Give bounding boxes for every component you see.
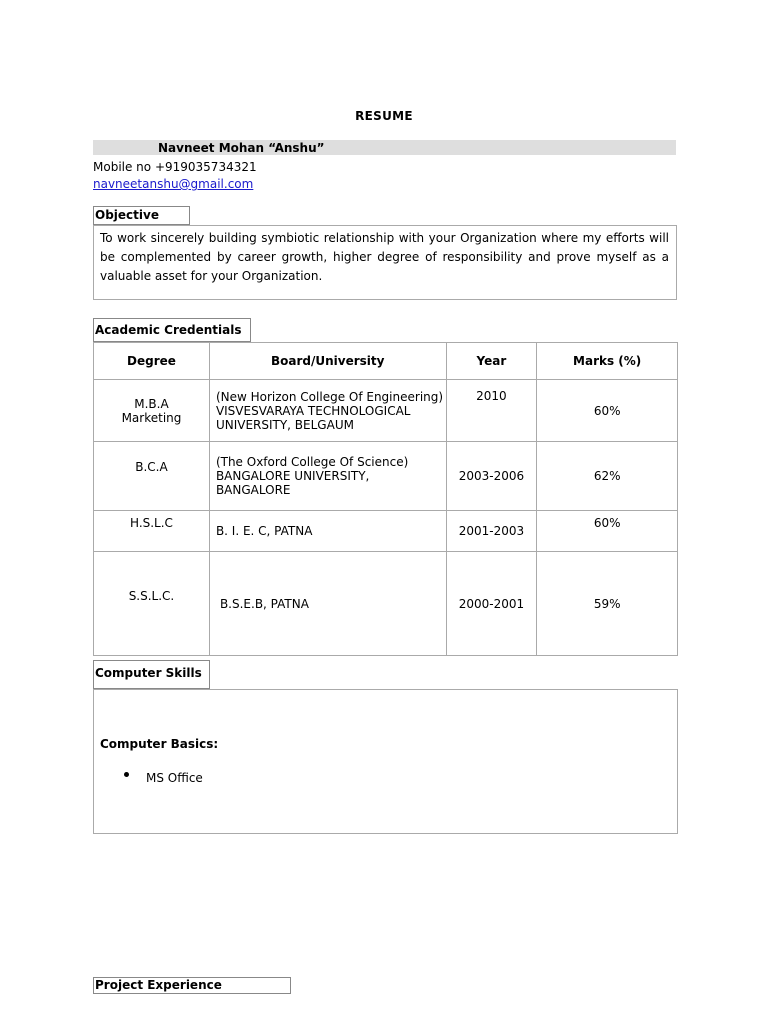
skills-heading: Computer Skills (93, 660, 210, 689)
marks-cell: 60% (537, 380, 678, 442)
candidate-name: Navneet Mohan “Anshu” (158, 141, 325, 155)
column-header-degree: Degree (94, 343, 210, 380)
degree-cell: B.C.A (94, 442, 210, 511)
column-header-year: Year (446, 343, 537, 380)
degree-cell: H.S.L.C (94, 511, 210, 552)
project-heading: Project Experience (93, 977, 291, 994)
table-header-row (94, 343, 678, 380)
document-title: RESUME (355, 109, 413, 123)
column-header-board: Board/University (209, 343, 446, 380)
year-cell: 2003-2006 (446, 442, 537, 511)
year-cell: 2001-2003 (446, 511, 537, 552)
objective-heading: Objective (93, 206, 190, 225)
academic-table (93, 342, 678, 656)
column-header-marks: Marks (%) (537, 343, 678, 380)
email-link[interactable]: navneetanshu@gmail.com (93, 177, 254, 191)
marks-cell: 59% (537, 552, 678, 656)
degree-cell: S.S.L.C. (94, 552, 210, 656)
table-row (94, 552, 678, 656)
board-cell: (The Oxford College Of Science) BANGALORE UNIVERSITY, BANGALORE (209, 442, 446, 511)
skills-subheading: Computer Basics: (100, 737, 219, 751)
list-item: MS Office (146, 771, 203, 785)
objective-text: To work sincerely building symbiotic relationship with your Organization where my efforts will be complemented by career growth, higher degree of responsibility and prove myself as a valuable asset for your Organization. (100, 231, 669, 283)
marks-cell: 60% (537, 511, 678, 552)
board-cell: (New Horizon College Of Engineering) VISVESVARAYA TECHNOLOGICAL UNIVERSITY, BELGAUM (209, 380, 446, 442)
table-row (94, 442, 678, 511)
board-cell: B. I. E. C, PATNA (209, 511, 446, 552)
table-row (94, 511, 678, 552)
bullet-icon (124, 772, 129, 777)
mobile-number: Mobile no +919035734321 (93, 160, 257, 174)
skills-box (93, 689, 678, 834)
year-cell: 2010 (446, 380, 537, 442)
board-cell: B.S.E.B, PATNA (209, 552, 446, 656)
table-row (94, 380, 678, 442)
marks-cell: 62% (537, 442, 678, 511)
academic-heading: Academic Credentials (93, 318, 251, 342)
degree-cell: M.B.A Marketing (94, 380, 210, 442)
year-cell: 2000-2001 (446, 552, 537, 656)
